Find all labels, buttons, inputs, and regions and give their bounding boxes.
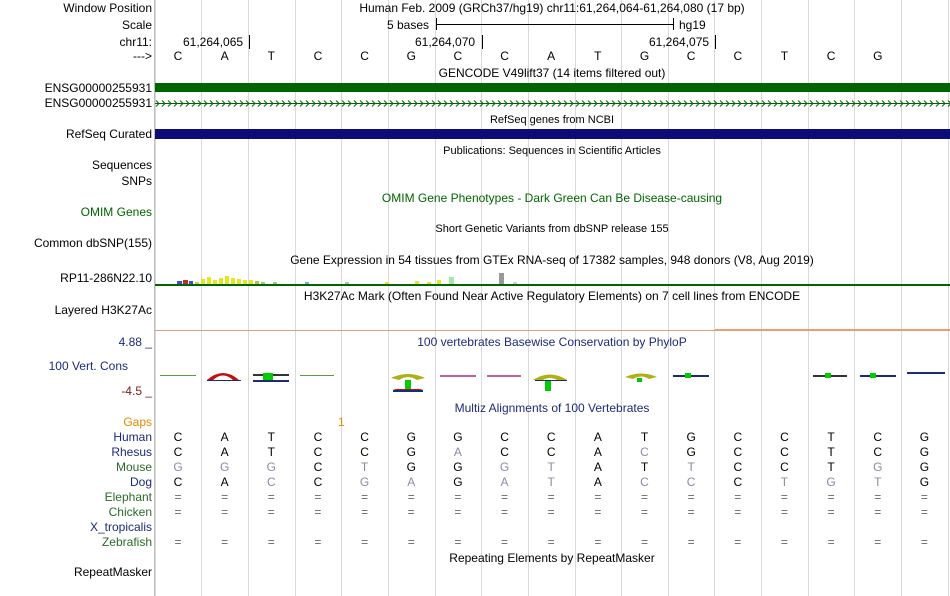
alignment-base: =	[547, 505, 555, 519]
scale-bar-right-cap	[673, 18, 674, 30]
reference-base: G	[639, 49, 650, 63]
h3k27ac-signal-high	[715, 329, 950, 331]
refseq-track-title: RefSeq genes from NCBI	[489, 114, 615, 126]
alignment-base: =	[407, 505, 415, 519]
alignment-base: =	[454, 535, 462, 549]
gencode-track-title: GENCODE V49lift37 (14 items filtered out)	[438, 66, 666, 80]
alignment-base: A	[453, 445, 462, 459]
omim-track-title: OMIM Gene Phenotypes - Dark Green Can Be Disease-causing	[381, 191, 723, 205]
alignment-base: =	[361, 505, 369, 519]
alignment-base: C	[313, 460, 323, 474]
reference-base: C	[500, 49, 509, 63]
alignment-base: =	[314, 505, 322, 519]
alignment-base: A	[593, 460, 602, 474]
alignment-base: A	[593, 430, 602, 444]
alignment-base: A	[593, 475, 602, 489]
phylop-min-value: -4.5 _	[121, 384, 152, 398]
alignment-base: =	[267, 505, 275, 519]
gaps-label[interactable]: Gaps	[123, 415, 152, 429]
tick-mark-1	[249, 35, 250, 49]
alignment-base: =	[640, 490, 649, 504]
alignment-base: =	[874, 505, 882, 519]
alignment-base: C	[266, 475, 276, 489]
alignment-base: =	[361, 535, 369, 549]
alignment-base: =	[221, 505, 229, 519]
chrom-label: chr11:	[119, 35, 152, 49]
alignment-base: C	[313, 430, 323, 444]
dbsnp-label[interactable]: Common dbSNP(155)	[33, 236, 152, 250]
alignment-base: G	[406, 430, 416, 444]
alignment-base: A	[220, 445, 229, 459]
alignment-base: A	[593, 445, 602, 459]
alignment-base: G	[406, 460, 416, 474]
alignment-base: =	[501, 505, 509, 519]
reference-base: C	[686, 49, 696, 63]
alignment-base: C	[733, 430, 743, 444]
alignment-base: G	[919, 460, 930, 474]
reference-base: T	[594, 49, 602, 63]
window-position-label: Window Position	[63, 1, 152, 15]
alignment-base: T	[640, 430, 649, 444]
alignment-base: =	[174, 505, 182, 519]
alignment-base: =	[361, 490, 369, 504]
alignment-base: C	[500, 430, 509, 444]
species-label[interactable]: X_tropicalis	[89, 520, 152, 534]
alignment-base: =	[267, 535, 275, 549]
dbsnp-track-title: Short Genetic Variants from dbSNP release 155	[435, 223, 669, 235]
alignment-base: =	[174, 535, 182, 549]
alignment-base: C	[733, 445, 743, 459]
reference-base: G	[406, 49, 416, 63]
h3k27ac-track-title: H3K27Ac Mark (Often Found Near Active Regulatory Elements) on 7 cell lines from ENCODE	[303, 289, 801, 303]
alignment-base: =	[687, 505, 695, 519]
alignment-base: G	[919, 475, 930, 489]
alignment-base: =	[174, 490, 182, 504]
alignment-base: C	[640, 445, 649, 459]
alignment-base: T	[640, 460, 649, 474]
alignment-base: C	[780, 445, 789, 459]
refseq-feature[interactable]	[155, 129, 950, 139]
alignment-base: =	[547, 490, 555, 504]
alignment-base: C	[173, 430, 183, 444]
species-label[interactable]: Elephant	[104, 490, 152, 504]
alignment-base: =	[314, 490, 322, 504]
alignment-base: G	[686, 430, 696, 444]
alignment-base: C	[873, 430, 883, 444]
alignment-base: =	[687, 490, 695, 504]
gaps-value: 1	[338, 415, 345, 429]
alignment-base: C	[780, 430, 789, 444]
alignment-base: G	[919, 430, 930, 444]
alignment-base: =	[640, 535, 649, 549]
alignment-base: =	[874, 490, 882, 504]
alignment-base: C	[546, 430, 556, 444]
reference-base: G	[873, 49, 883, 63]
alignment-base: C	[780, 460, 789, 474]
alignment-base: C	[686, 475, 696, 489]
multiz-track-title: Multiz Alignments of 100 Vertebrates	[454, 401, 650, 415]
scale-bar	[436, 24, 673, 25]
alignment-base: C	[173, 475, 183, 489]
alignment-base: =	[827, 505, 835, 519]
alignment-base: =	[221, 490, 229, 504]
alignment-base: T	[267, 445, 275, 459]
tick-mark-2	[482, 35, 483, 49]
alignment-base: =	[920, 490, 928, 504]
gtex-expression-bars[interactable]	[155, 270, 950, 286]
alignment-base: T	[687, 460, 695, 474]
alignment-base: =	[780, 535, 788, 549]
alignment-base: G	[219, 460, 230, 474]
alignment-base: G	[686, 445, 696, 459]
alignment-base: G	[359, 475, 370, 489]
refseq-label[interactable]: RefSeq Curated	[65, 127, 152, 141]
alignment-base: G	[266, 460, 276, 474]
alignment-base: C	[546, 445, 556, 459]
alignment-base: T	[827, 460, 835, 474]
alignment-base: C	[313, 475, 323, 489]
alignment-base: T	[780, 475, 789, 489]
alignment-base: =	[827, 490, 835, 504]
phylop-max-value: 4.88 _	[118, 335, 152, 349]
tick-mark-3	[715, 35, 716, 49]
alignment-base: G	[406, 445, 416, 459]
alignment-base: =	[734, 505, 742, 519]
h3k27ac-label[interactable]: Layered H3K27Ac	[54, 303, 152, 317]
reference-base: C	[826, 49, 836, 63]
alignment-base: =	[640, 505, 649, 519]
alignment-base: G	[499, 460, 510, 474]
alignment-base: T	[547, 475, 555, 489]
alignment-base: C	[500, 445, 509, 459]
gencode-item-1[interactable]: ENSG00000255931	[44, 81, 152, 95]
repeatmasker-label[interactable]: RepeatMasker	[73, 565, 152, 579]
alignment-base: =	[267, 490, 275, 504]
scale-bases: 5 bases	[387, 18, 430, 32]
reference-base: C	[173, 49, 183, 63]
sequences-label[interactable]: Sequences	[91, 158, 152, 172]
tick-label-3: 61,264,075	[649, 35, 710, 49]
omim-label[interactable]: OMIM Genes	[80, 205, 152, 219]
reference-base: C	[360, 49, 369, 63]
scale-label: Scale	[121, 18, 152, 32]
scale-assembly: hg19	[679, 18, 706, 32]
alignment-base: T	[874, 475, 882, 489]
reference-base: T	[267, 49, 275, 63]
alignment-base: =	[407, 490, 415, 504]
alignment-base: C	[640, 475, 649, 489]
alignment-base: G	[453, 460, 463, 474]
alignment-base: C	[173, 445, 183, 459]
alignment-base: =	[454, 505, 462, 519]
snps-label[interactable]: SNPs	[121, 174, 152, 188]
alignment-base: =	[501, 535, 509, 549]
alignment-base: =	[780, 505, 788, 519]
phylop-track-title: 100 vertebrates Basewise Conservation by PhyloP	[417, 335, 687, 349]
alignment-base: =	[454, 490, 462, 504]
alignment-base: C	[733, 460, 743, 474]
alignment-base: C	[360, 445, 369, 459]
alignment-base: =	[314, 535, 322, 549]
gencode-strand-arrows	[155, 99, 950, 108]
alignment-base: C	[313, 445, 323, 459]
gencode-feature-1[interactable]	[155, 83, 950, 92]
alignment-base: =	[687, 535, 695, 549]
strand-label: --->	[133, 49, 152, 63]
window-position-value: Human Feb. 2009 (GRCh37/hg19) chr11:61,264,064-61,264,080 (17 bp)	[359, 1, 745, 15]
reference-base: A	[547, 49, 556, 63]
alignment-base: =	[501, 490, 509, 504]
repeatmasker-track-title: Repeating Elements by RepeatMasker	[449, 551, 655, 565]
alignment-base: C	[873, 445, 883, 459]
alignment-base: =	[920, 505, 928, 519]
phylop-label[interactable]: 100 Vert. Cons	[48, 359, 128, 373]
species-label[interactable]: Human	[113, 430, 152, 444]
alignment-base: A	[500, 475, 509, 489]
tick-label-2: 61,264,070	[415, 35, 476, 49]
alignment-base: =	[874, 535, 882, 549]
alignment-base: G	[453, 475, 463, 489]
alignment-base: A	[220, 430, 229, 444]
reference-base: C	[313, 49, 323, 63]
alignment-base: A	[220, 475, 229, 489]
alignment-base: =	[827, 535, 835, 549]
alignment-base: =	[734, 490, 742, 504]
alignment-base: A	[407, 475, 416, 489]
alignment-base: C	[360, 430, 369, 444]
species-label[interactable]: Chicken	[108, 505, 152, 519]
alignment-base: T	[360, 460, 369, 474]
reference-base: A	[220, 49, 229, 63]
alignment-base: =	[594, 505, 602, 519]
alignment-base: G	[919, 445, 930, 459]
publications-track-title: Publications: Sequences in Scientific Articles	[443, 145, 661, 157]
alignment-base: G	[453, 430, 463, 444]
reference-base: T	[780, 49, 789, 63]
alignment-base: =	[594, 490, 602, 504]
alignment-base: =	[594, 535, 602, 549]
alignment-base: T	[827, 445, 835, 459]
reference-base: C	[733, 49, 743, 63]
reference-base: C	[453, 49, 463, 63]
alignment-base: =	[407, 535, 415, 549]
alignment-base: T	[827, 430, 835, 444]
species-label[interactable]: Mouse	[115, 460, 152, 474]
alignment-base: =	[547, 535, 555, 549]
alignment-base: =	[920, 535, 928, 549]
alignment-base: T	[547, 460, 555, 474]
tick-label-1: 61,264,065	[183, 35, 244, 49]
species-label[interactable]: Zebrafish	[101, 535, 152, 549]
gtex-track-title: Gene Expression in 54 tissues from GTEx RNA-seq of 17382 samples, 948 donors (V8, Aug 2019)	[290, 253, 814, 267]
gencode-item-2[interactable]: ENSG00000255931	[44, 96, 152, 110]
alignment-base: =	[221, 535, 229, 549]
alignment-base: T	[267, 430, 275, 444]
alignment-base: G	[173, 460, 183, 474]
alignment-base: G	[826, 475, 836, 489]
species-label[interactable]: Rhesus	[111, 445, 152, 459]
alignment-base: =	[734, 535, 742, 549]
alignment-base: C	[733, 475, 743, 489]
phylop-logo[interactable]	[155, 365, 950, 397]
alignment-base: =	[780, 490, 788, 504]
alignment-base: G	[873, 460, 883, 474]
species-label[interactable]: Dog	[129, 475, 152, 489]
gtex-label[interactable]: RP11-286N22.10	[60, 271, 152, 285]
